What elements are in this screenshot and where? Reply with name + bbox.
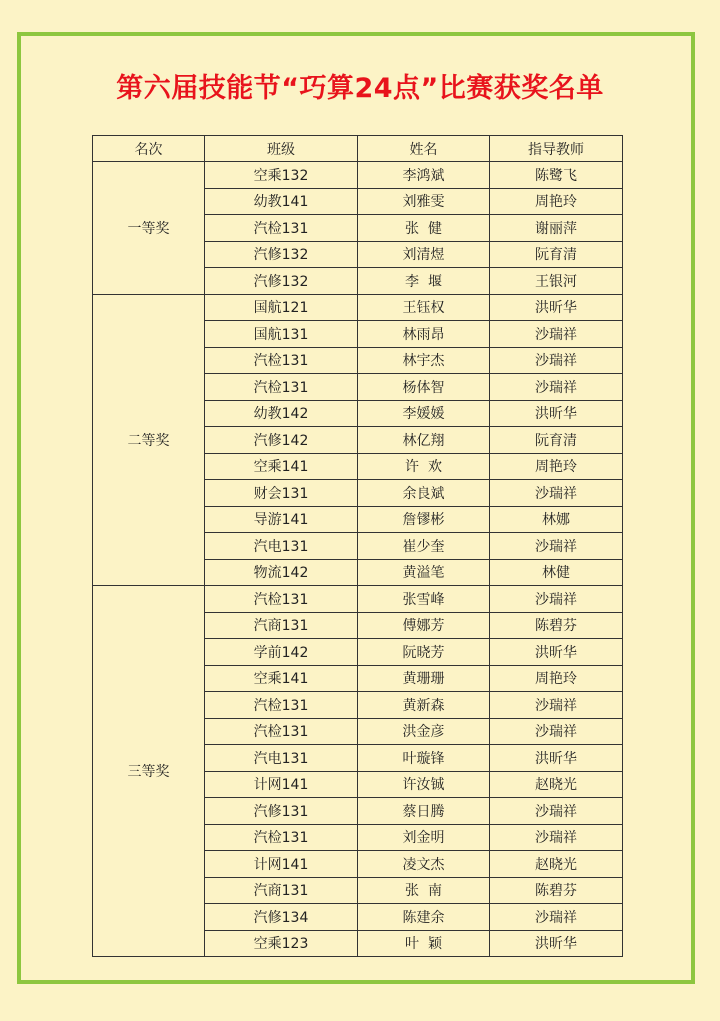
class-cell: 汽检131 — [205, 692, 358, 719]
teacher-cell: 林娜 — [490, 506, 623, 533]
student-name-cell: 余良斌 — [358, 480, 490, 507]
teacher-cell: 沙瑞祥 — [490, 904, 623, 931]
student-name-cell: 许 欢 — [358, 453, 490, 480]
header-teacher: 指导教师 — [490, 136, 623, 162]
student-name-cell: 洪金彦 — [358, 718, 490, 745]
class-cell: 汽电131 — [205, 533, 358, 560]
student-name-cell: 叶璇锋 — [358, 745, 490, 772]
class-cell: 汽检131 — [205, 824, 358, 851]
student-name-cell: 凌文杰 — [358, 851, 490, 878]
teacher-cell: 沙瑞祥 — [490, 374, 623, 401]
header-class: 班级 — [205, 136, 358, 162]
class-cell: 汽商131 — [205, 612, 358, 639]
class-cell: 导游141 — [205, 506, 358, 533]
student-name-cell: 黄新森 — [358, 692, 490, 719]
class-cell: 汽修131 — [205, 798, 358, 825]
teacher-cell: 沙瑞祥 — [490, 586, 623, 613]
header-rank: 名次 — [93, 136, 205, 162]
class-cell: 计网141 — [205, 851, 358, 878]
teacher-cell: 陈碧芬 — [490, 877, 623, 904]
teacher-cell: 沙瑞祥 — [490, 533, 623, 560]
teacher-cell: 沙瑞祥 — [490, 321, 623, 348]
teacher-cell: 沙瑞祥 — [490, 480, 623, 507]
class-cell: 计网141 — [205, 771, 358, 798]
rank-cell: 二等奖 — [93, 294, 205, 586]
student-name-cell: 刘雅雯 — [358, 188, 490, 215]
teacher-cell: 赵晓光 — [490, 851, 623, 878]
class-cell: 汽检131 — [205, 347, 358, 374]
teacher-cell: 沙瑞祥 — [490, 718, 623, 745]
class-cell: 汽修132 — [205, 241, 358, 268]
teacher-cell: 沙瑞祥 — [490, 798, 623, 825]
header-row — [93, 136, 623, 162]
teacher-cell: 沙瑞祥 — [490, 347, 623, 374]
class-cell: 汽检131 — [205, 586, 358, 613]
student-name-cell: 崔少奎 — [358, 533, 490, 560]
teacher-cell: 洪昕华 — [490, 400, 623, 427]
student-name-cell: 林宇杰 — [358, 347, 490, 374]
teacher-cell: 王银河 — [490, 268, 623, 295]
page-title: 第六届技能节“巧算24点”比赛获奖名单 — [116, 73, 604, 104]
header-name: 姓名 — [358, 136, 490, 162]
student-name-cell: 刘清煜 — [358, 241, 490, 268]
student-name-cell: 叶 颖 — [358, 930, 490, 957]
student-name-cell: 张 南 — [358, 877, 490, 904]
class-cell: 国航121 — [205, 294, 358, 321]
class-cell: 学前142 — [205, 639, 358, 666]
student-name-cell: 张 健 — [358, 215, 490, 242]
student-name-cell: 许汝铖 — [358, 771, 490, 798]
rank-cell: 三等奖 — [93, 586, 205, 957]
teacher-cell: 谢丽萍 — [490, 215, 623, 242]
teacher-cell: 周艳玲 — [490, 188, 623, 215]
student-name-cell: 黄溢笔 — [358, 559, 490, 586]
student-name-cell: 李 堰 — [358, 268, 490, 295]
award-table — [92, 135, 623, 957]
rank-cell: 一等奖 — [93, 162, 205, 295]
teacher-cell: 赵晓光 — [490, 771, 623, 798]
class-cell: 汽电131 — [205, 745, 358, 772]
class-cell: 汽商131 — [205, 877, 358, 904]
teacher-cell: 阮育清 — [490, 427, 623, 454]
student-name-cell: 刘金明 — [358, 824, 490, 851]
class-cell: 空乘132 — [205, 162, 358, 189]
class-cell: 汽修132 — [205, 268, 358, 295]
class-cell: 汽检131 — [205, 215, 358, 242]
student-name-cell: 李媛媛 — [358, 400, 490, 427]
student-name-cell: 林亿翔 — [358, 427, 490, 454]
teacher-cell: 陈碧芬 — [490, 612, 623, 639]
student-name-cell: 陈建余 — [358, 904, 490, 931]
table-row — [93, 162, 623, 189]
teacher-cell: 陈鹭飞 — [490, 162, 623, 189]
student-name-cell: 张雪峰 — [358, 586, 490, 613]
teacher-cell: 阮育清 — [490, 241, 623, 268]
teacher-cell: 沙瑞祥 — [490, 824, 623, 851]
teacher-cell: 洪昕华 — [490, 294, 623, 321]
class-cell: 财会131 — [205, 480, 358, 507]
class-cell: 汽修134 — [205, 904, 358, 931]
class-cell: 幼教142 — [205, 400, 358, 427]
class-cell: 空乘141 — [205, 665, 358, 692]
student-name-cell: 林雨昂 — [358, 321, 490, 348]
teacher-cell: 沙瑞祥 — [490, 692, 623, 719]
teacher-cell: 洪昕华 — [490, 745, 623, 772]
student-name-cell: 傅娜芳 — [358, 612, 490, 639]
student-name-cell: 黄珊珊 — [358, 665, 490, 692]
class-cell: 汽检131 — [205, 718, 358, 745]
table-row — [93, 294, 623, 321]
student-name-cell: 李鸿斌 — [358, 162, 490, 189]
class-cell: 物流142 — [205, 559, 358, 586]
class-cell: 空乘123 — [205, 930, 358, 957]
teacher-cell: 周艳玲 — [490, 453, 623, 480]
student-name-cell: 杨体智 — [358, 374, 490, 401]
teacher-cell: 洪昕华 — [490, 639, 623, 666]
teacher-cell: 林健 — [490, 559, 623, 586]
teacher-cell: 周艳玲 — [490, 665, 623, 692]
student-name-cell: 王钰权 — [358, 294, 490, 321]
student-name-cell: 蔡日腾 — [358, 798, 490, 825]
class-cell: 汽修142 — [205, 427, 358, 454]
table-row — [93, 586, 623, 613]
teacher-cell: 洪昕华 — [490, 930, 623, 957]
class-cell: 幼教141 — [205, 188, 358, 215]
class-cell: 汽检131 — [205, 374, 358, 401]
student-name-cell: 詹镠彬 — [358, 506, 490, 533]
class-cell: 国航131 — [205, 321, 358, 348]
class-cell: 空乘141 — [205, 453, 358, 480]
student-name-cell: 阮晓芳 — [358, 639, 490, 666]
